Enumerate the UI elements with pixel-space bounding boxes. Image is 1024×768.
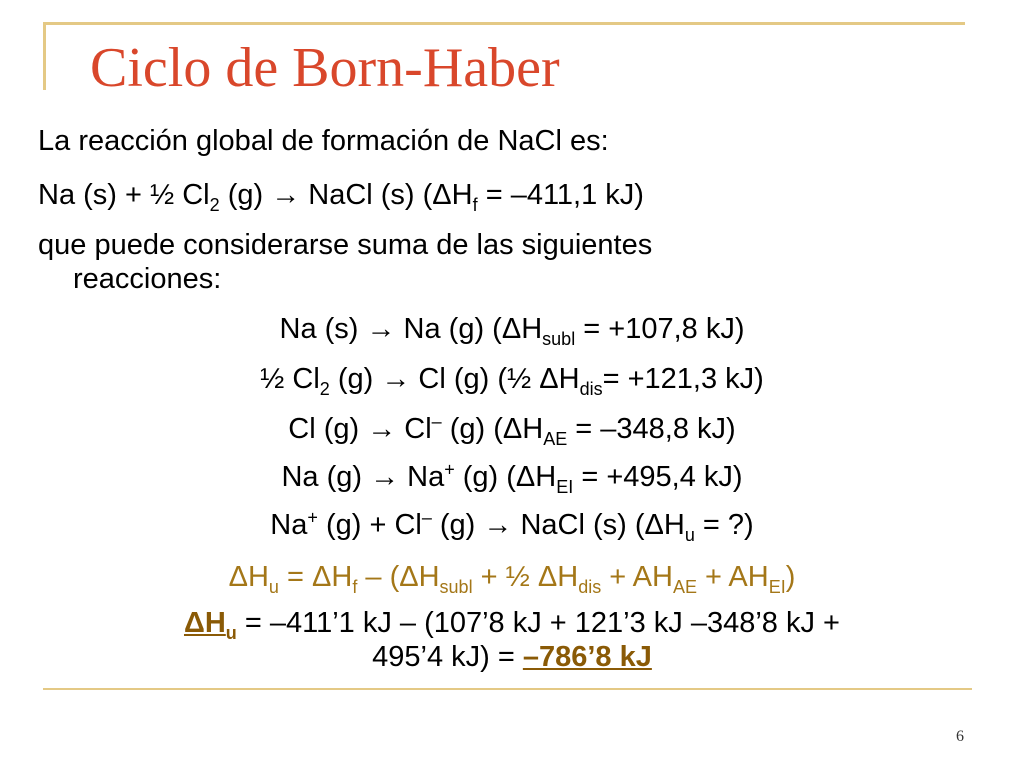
- reaction-sup: +: [307, 507, 318, 528]
- global-reaction: [38, 178, 644, 215]
- bottom-decorative-line: [43, 688, 972, 690]
- global-reaction-lhs: Na (s) + ½ Cl: [38, 179, 210, 211]
- slide-title: Ciclo de Born-Haber: [90, 37, 560, 99]
- result-calculation: [0, 606, 1024, 643]
- reaction-text: ½ Cl: [260, 363, 320, 395]
- formula-text: ): [785, 561, 796, 593]
- formula-sub: AE: [672, 576, 697, 597]
- formula-sub: subl: [439, 576, 473, 597]
- result-label-sub: u: [225, 622, 237, 643]
- reaction-sup: –: [431, 411, 442, 432]
- reaction-sub: dis: [579, 378, 603, 399]
- reaction-lattice: [0, 507, 1024, 545]
- reaction-text: = +495,4 kJ): [573, 461, 743, 493]
- formula-text: ΔH: [228, 561, 269, 593]
- reaction-ionization: [0, 459, 1024, 497]
- formula-text: + AH: [696, 561, 769, 593]
- sum-intro-line: que puede considerarse suma de las siguientes: [38, 229, 653, 261]
- reaction-sub: subl: [542, 328, 576, 349]
- reaction-text: (g) (ΔH: [441, 413, 544, 445]
- result-answer: –786’8 kJ: [522, 641, 652, 673]
- formula-sub: u: [268, 576, 279, 597]
- left-decorative-line: [43, 22, 46, 90]
- reaction-electron-affinity: [0, 411, 1024, 449]
- reaction-sup: +: [444, 459, 455, 480]
- global-reaction-sub: 2: [209, 194, 220, 215]
- formula-sub: EI: [768, 576, 786, 597]
- reaction-text: Na: [270, 509, 308, 541]
- reaction-text: (g) → Cl (g) (½ ΔH: [329, 363, 580, 395]
- page-number: 6: [956, 728, 964, 745]
- enthalpy-formula: [0, 560, 1024, 597]
- reaction-text: (g) (ΔH: [454, 461, 557, 493]
- formula-sub: f: [352, 576, 358, 597]
- reaction-text: Na (s) → Na (g) (ΔH: [279, 313, 543, 345]
- result-line-2: 495’4 kJ) =: [372, 641, 523, 673]
- reaction-sub: AE: [543, 428, 568, 449]
- reaction-text: = ?): [694, 509, 754, 541]
- reaction-text: (g) → NaCl (s) (ΔH: [431, 509, 685, 541]
- reaction-text: Cl (g) → Cl: [288, 413, 432, 445]
- formula-text: + AH: [601, 561, 673, 593]
- reaction-text: = +121,3 kJ): [602, 363, 764, 395]
- reaction-sub: EI: [556, 476, 574, 497]
- intro-line: La reacción global de formación de NaCl es:: [38, 125, 609, 157]
- reaction-text: = +107,8 kJ): [575, 313, 745, 345]
- formula-text: = ΔH: [278, 561, 353, 593]
- global-reaction-dh-sub: f: [472, 194, 478, 215]
- reaction-sublimation: [0, 312, 1024, 349]
- global-reaction-value: = –411,1 kJ): [477, 179, 644, 211]
- formula-text: + ½ ΔH: [472, 561, 579, 593]
- reaction-sub: u: [684, 524, 695, 545]
- result-label-text: ΔH: [183, 607, 226, 639]
- reaction-sub: 2: [319, 378, 330, 399]
- result-label: [183, 607, 237, 643]
- reaction-text: Na (g) → Na: [281, 461, 445, 493]
- formula-text: – (ΔH: [357, 561, 440, 593]
- result-line-1: = –411’1 kJ – (107’8 kJ + 121’3 kJ –348’8 kJ +: [236, 607, 840, 639]
- top-decorative-line: [43, 22, 965, 25]
- reaction-text: (g) + Cl: [317, 509, 422, 541]
- global-reaction-rhs: (g) → NaCl (s) (ΔH: [219, 179, 473, 211]
- reaction-text: = –348,8 kJ): [567, 413, 736, 445]
- formula-sub: dis: [578, 576, 602, 597]
- result-calculation-continuation: [0, 640, 1024, 674]
- sum-intro-continuation: reacciones:: [73, 263, 222, 295]
- reaction-dissociation: [0, 362, 1024, 399]
- reaction-sup: –: [421, 507, 432, 528]
